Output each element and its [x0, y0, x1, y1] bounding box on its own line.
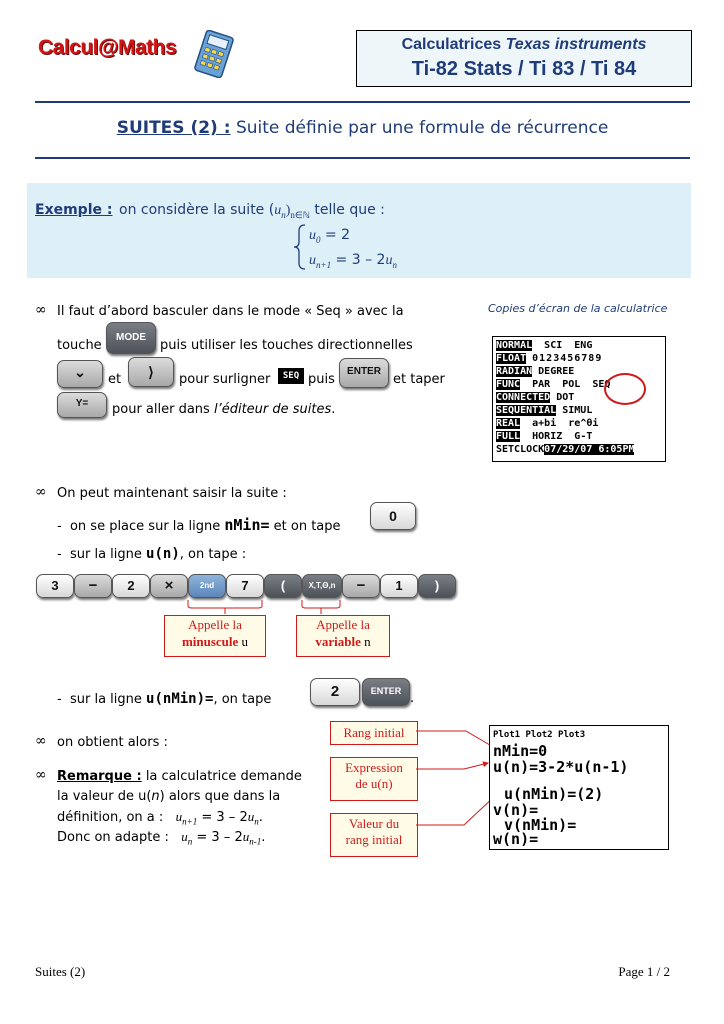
header-rule [35, 101, 690, 103]
callout-variable: Appelle la variable n [296, 615, 390, 657]
one-key[interactable]: 1 [380, 574, 418, 598]
seq-highlight-circle [604, 373, 646, 405]
step1-line2: puis utiliser les touches directionnelles [160, 338, 413, 353]
seq-screen-icon: SEQ [278, 368, 304, 384]
bullet-icon: ∞ [35, 484, 47, 500]
remark-line3: définition, on a : $u_{n+1} = 3 - 2u_n$. [57, 809, 263, 827]
bullet-icon: ∞ [35, 302, 47, 318]
calculator-logo-icon [192, 30, 236, 78]
step1-aller: pour aller dans l’éditeur de suites. [112, 402, 336, 417]
label-valeur: Valeur du rang initial [330, 813, 418, 857]
mode-key[interactable]: MODE [106, 322, 156, 354]
lparen-key[interactable]: ( [264, 574, 302, 598]
step1-et: et [108, 372, 122, 387]
y-equals-key[interactable]: Y= [57, 392, 107, 418]
bullet-icon: ∞ [35, 733, 47, 749]
brace-icon [291, 223, 307, 271]
step1-touche: touche [57, 338, 102, 353]
sequence-editor-screen: Plot1 Plot2 Plot3 nMin=0 u(n)=3-2*u(n-1) u(nMin)=(2) v(n)= v(nMin)= w(n)= [489, 725, 669, 850]
logo: Calcul@Maths [38, 36, 177, 59]
arrow-down-key[interactable]: ⌄ [57, 360, 103, 388]
example-recurrence: $u_{n+1} = 3 - 2u_n$ [309, 252, 397, 270]
step1-puis: puis [308, 372, 335, 387]
times-key[interactable]: × [150, 574, 188, 598]
label-rang-initial: Rang initial [330, 721, 418, 745]
second-key[interactable]: 2nd [188, 574, 226, 598]
xton-key[interactable]: X,T,Θ,n [302, 574, 342, 598]
two-key[interactable]: 2 [310, 678, 360, 706]
example-u0: $u_0 = 2$ [309, 227, 351, 245]
title-rule [35, 157, 690, 159]
remark-line1: Remarque : la calculatrice demande [57, 769, 302, 784]
page-title: SUITES (2) : Suite définie par une formule de récurrence [116, 118, 609, 138]
rparen-key[interactable]: ) [418, 574, 456, 598]
mode-screen: NORMAL SCI ENG FLOAT 0123456789 RADIAN DEGREE FUNC PAR POL SEQ CONNECTED DOT SEQUENTIAL SIMUL REAL a+bi re^θi FULL HORIZ G-T SETCLOCK07/29/07 6:05PM [492, 336, 666, 462]
step3-obtient: on obtient alors : [57, 735, 168, 750]
remark-line2: la valeur de u(n) alors que dans la [57, 789, 281, 804]
step2-c: - sur la ligne u(nMin)=, on tape [57, 691, 272, 707]
step2-c-dot: . [410, 691, 415, 706]
models-line: Ti-82 Stats / Ti 83 / Ti 84 [411, 58, 637, 80]
enter-key[interactable]: ENTER [339, 358, 389, 388]
callout-minuscule: Appelle la minuscule u [164, 615, 266, 657]
example-text: on considère la suite $(u_n)_{n\in ℕ}$ telle que : [119, 202, 385, 220]
minus-key[interactable]: − [342, 574, 380, 598]
step2-intro: On peut maintenant saisir la suite : [57, 486, 287, 501]
key-bracket-lines [180, 598, 380, 616]
minus-key[interactable]: − [74, 574, 112, 598]
screenshot-caption: Copies d’écran de la calculatrice [488, 302, 668, 315]
arrow-right-key[interactable]: ⟩ [128, 357, 174, 387]
seven-key[interactable]: 7 [226, 574, 264, 598]
step1-line1: Il faut d’abord basculer dans le mode « Seq » avec la [57, 304, 404, 319]
three-key[interactable]: 3 [36, 574, 74, 598]
zero-key[interactable]: 0 [370, 502, 416, 530]
example-box [27, 183, 691, 278]
label-expression: Expression de u(n) [330, 757, 418, 801]
step2-a: - on se place sur la ligne nMin= et on tape [57, 516, 341, 534]
step2-b: - sur la ligne u(n), on tape : [57, 546, 247, 562]
enter-key[interactable]: ENTER [362, 678, 410, 706]
page-number: Page 1 / 2 [618, 964, 670, 979]
footer-title: Suites (2) [35, 964, 86, 979]
bullet-icon: ∞ [35, 767, 47, 783]
step1-surligner: pour surligner [179, 372, 271, 387]
header-box [356, 30, 692, 87]
example-label: Exemple : [35, 202, 113, 218]
step1-et-taper: et taper [393, 372, 445, 387]
two-key[interactable]: 2 [112, 574, 150, 598]
brand-line: Calculatrices Texas instruments [401, 36, 647, 53]
remark-line4: Donc on adapte : $u_n = 3 - 2u_{n-1}$. [57, 829, 266, 847]
